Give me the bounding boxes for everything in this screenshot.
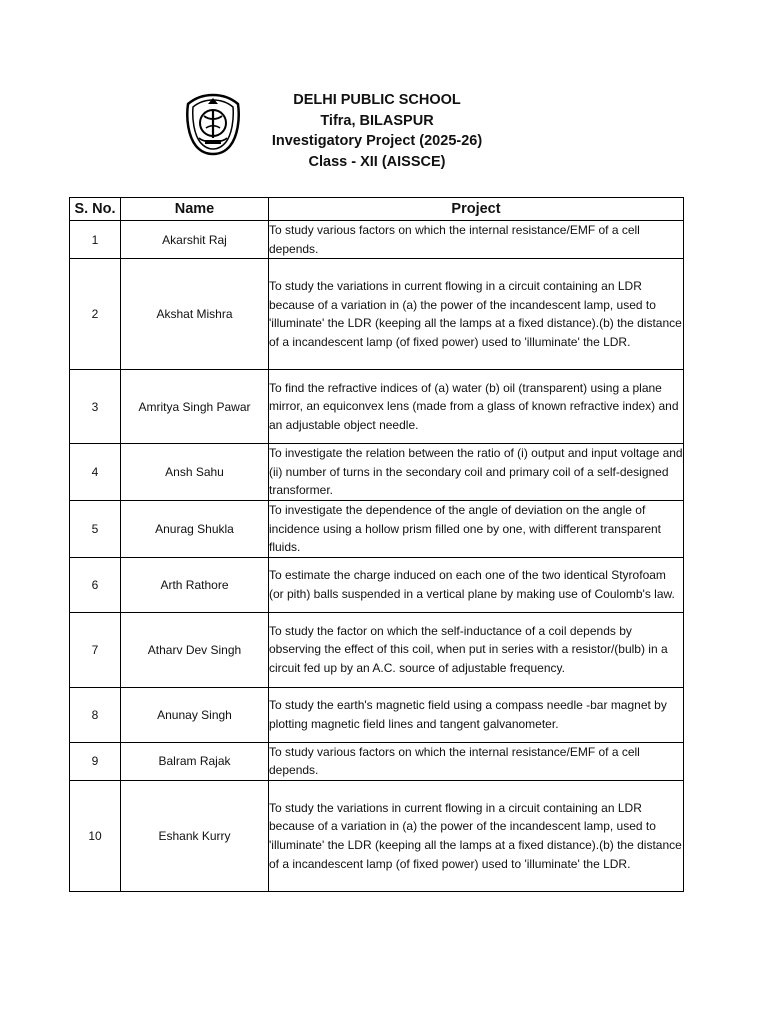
school-name: DELHI PUBLIC SCHOOL xyxy=(293,92,461,108)
table-row xyxy=(70,780,684,891)
cell-project: To study the earth's magnetic field using a compass needle -bar magnet by plotting magnetic field lines and tangent galvanometer. xyxy=(269,687,684,742)
cell-name: Arth Rathore xyxy=(121,557,269,612)
cell-sno: 2 xyxy=(70,259,121,370)
document-title: Investigatory Project (2025-26) xyxy=(271,133,483,149)
cell-project: To investigate the relation between the ratio of (i) output and input voltage and (ii) number of turns in the secondary coil and primary coil of a self-designed transformer. xyxy=(269,444,684,501)
cell-sno: 5 xyxy=(70,500,121,557)
table-row xyxy=(70,687,684,742)
cell-sno: 6 xyxy=(70,557,121,612)
cell-sno: 4 xyxy=(70,444,121,501)
table-row xyxy=(70,500,684,557)
projects-table xyxy=(69,197,684,892)
cell-sno: 7 xyxy=(70,612,121,687)
cell-project: To study the factor on which the self-inductance of a coil depends by observing the effect of this coil, when put in series with a resistor/(bulb) in a circuit fed up by an A.C. source of adjustable frequency. xyxy=(269,612,684,687)
column-header-project: Project xyxy=(269,198,684,221)
table-row xyxy=(70,259,684,370)
cell-sno: 9 xyxy=(70,742,121,780)
table-row xyxy=(70,742,684,780)
cell-name: Eshank Kurry xyxy=(121,780,269,891)
cell-sno: 10 xyxy=(70,780,121,891)
cell-project: To study various factors on which the internal resistance/EMF of a cell depends. xyxy=(269,742,684,780)
cell-sno: 3 xyxy=(70,370,121,444)
table-row xyxy=(70,612,684,687)
cell-name: Akshat Mishra xyxy=(121,259,269,370)
class-label: Class - XII (AISSCE) xyxy=(308,153,446,170)
cell-name: Akarshit Raj xyxy=(121,221,269,259)
cell-name: Amritya Singh Pawar xyxy=(121,370,269,444)
cell-sno: 1 xyxy=(70,221,121,259)
cell-name: Anurag Shukla xyxy=(121,500,269,557)
cell-name: Atharv Dev Singh xyxy=(121,612,269,687)
table-row xyxy=(70,557,684,612)
cell-sno: 8 xyxy=(70,687,121,742)
cell-name: Anunay Singh xyxy=(121,687,269,742)
cell-project: To study the variations in current flowing in a circuit containing an LDR because of a variation in (a) the power of the incandescent lamp, used to 'illuminate' the LDR (keeping all the lamps at a fixed distance).(b) the distance of a incandescent lamp (of fixed power) used to 'illuminate' the LDR. xyxy=(269,259,684,370)
cell-project: To study various factors on which the internal resistance/EMF of a cell depends. xyxy=(269,221,684,259)
cell-name: Balram Rajak xyxy=(121,742,269,780)
table-row xyxy=(70,221,684,259)
document-header xyxy=(232,90,522,172)
table-header-row xyxy=(70,198,684,221)
cell-project: To investigate the dependence of the angle of deviation on the angle of incidence using a hollow prism filled one by one, with different transparent fluids. xyxy=(269,500,684,557)
cell-name: Ansh Sahu xyxy=(121,444,269,501)
cell-project: To find the refractive indices of (a) water (b) oil (transparent) using a plane mirror, an equiconvex lens (made from a glass of known refractive index) and an adjustable object needle. xyxy=(269,370,684,444)
column-header-name: Name xyxy=(121,198,269,221)
cell-project: To estimate the charge induced on each one of the two identical Styrofoam (or pith) balls suspended in a vertical plane by making use of Coulomb's law. xyxy=(269,557,684,612)
table-row xyxy=(70,444,684,501)
table-row xyxy=(70,370,684,444)
column-header-sno: S. No. xyxy=(70,198,121,221)
cell-project: To study the variations in current flowing in a circuit containing an LDR because of a variation in (a) the power of the incandescent lamp, used to 'illuminate' the LDR (keeping all the lamps at a fixed distance).(b) the distance of a incandescent lamp (of fixed power) used to 'illuminate' the LDR. xyxy=(269,780,684,891)
school-location: Tifra, BILASPUR xyxy=(320,112,434,129)
